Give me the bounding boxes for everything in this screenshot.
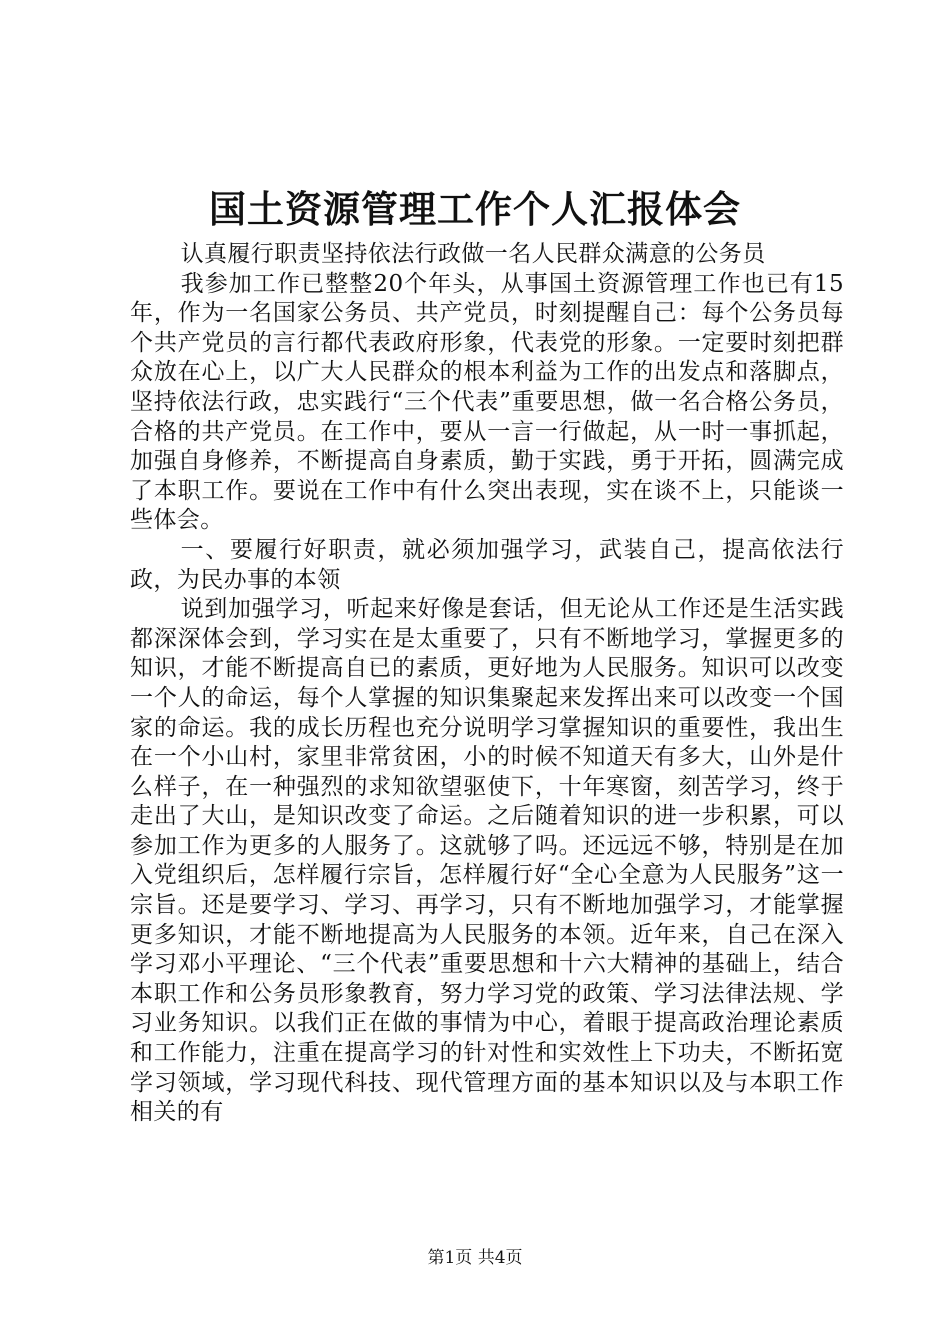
document-title: 国土资源管理工作个人汇报体会 [209,187,741,231]
page-footer: 第1页 共4页 [427,1248,523,1268]
section-heading-1: 一、要履行好职责，就必须加强学习，武装自己，提高依法行政，为民办事的本领 [130,536,844,593]
document-subtitle: 认真履行职责坚持依法行政做一名人民群众满意的公务员 [180,241,766,267]
paragraph-study: 说到加强学习，听起来好像是套话，但无论从工作还是生活实践都深深体会到，学习实在是太重要了，只有不断地学习，掌握更多的知识，才能不断提高自已的素质，更好地为人民服务。知识可以改变一个人的命运，每个人掌握的知识集聚起来发挥出来可以改变一个国家的命运。我的成长历程也充分说明学习掌握知识的重要性，我出生在一个小山村，家里非常贫困，小的时候不知道天有多大，山外是什么样子，在一种强烈的求知欲望驱使下，十年寒窗，刻苦学习，终于走出了大山，是知识改变了命运。之后随着知识的进一步积累，可以参加工作为更多的人服务了。这就够了吗。还远远不够，特别是在加入党组织后，怎样履行宗旨，怎样履行好“全心全意为人民服务”这一宗旨。还是要学习、学习、再学习，只有不断地加强学习，才能掌握更多知识，才能不断地提高为人民服务的本领。近年来，自己在深入学习邓小平理论、“三个代表”重要思想和十六大精神的基础上，结合本职工作和公务员形象教育，努力学习党的政策、学习法律法规、学习业务知识。以我们正在做的事情为中心，着眼于提高政治理论素质和工作能力，注重在提高学习的针对性和实效性上下功夫，不断拓宽学习领域，学习现代科技、现代管理方面的基本知识以及与本职工作相关的有 [130,596,844,1126]
document-body [130,240,844,1128]
paragraph-intro: 我参加工作已整整20个年头，从事国土资源管理工作也已有15年，作为一名国家公务员、共产党员，时刻提醒自己：每个公务员每个共产党员的言行都代表政府形象，代表党的形象。一定要时刻把群众放在心上，以广大人民群众的根本利益为工作的出发点和落脚点，坚持依法行政，忠实践行“三个代表”重要思想，做一名合格公务员，合格的共产党员。在工作中，要从一言一行做起，从一时一事抓起，加强自身修养，不断提高自身素质，勤于实践，勇于开拓，圆满完成了本职工作。要说在工作中有什么突出表现，实在谈不上，只能谈一些体会。 [130,270,844,534]
